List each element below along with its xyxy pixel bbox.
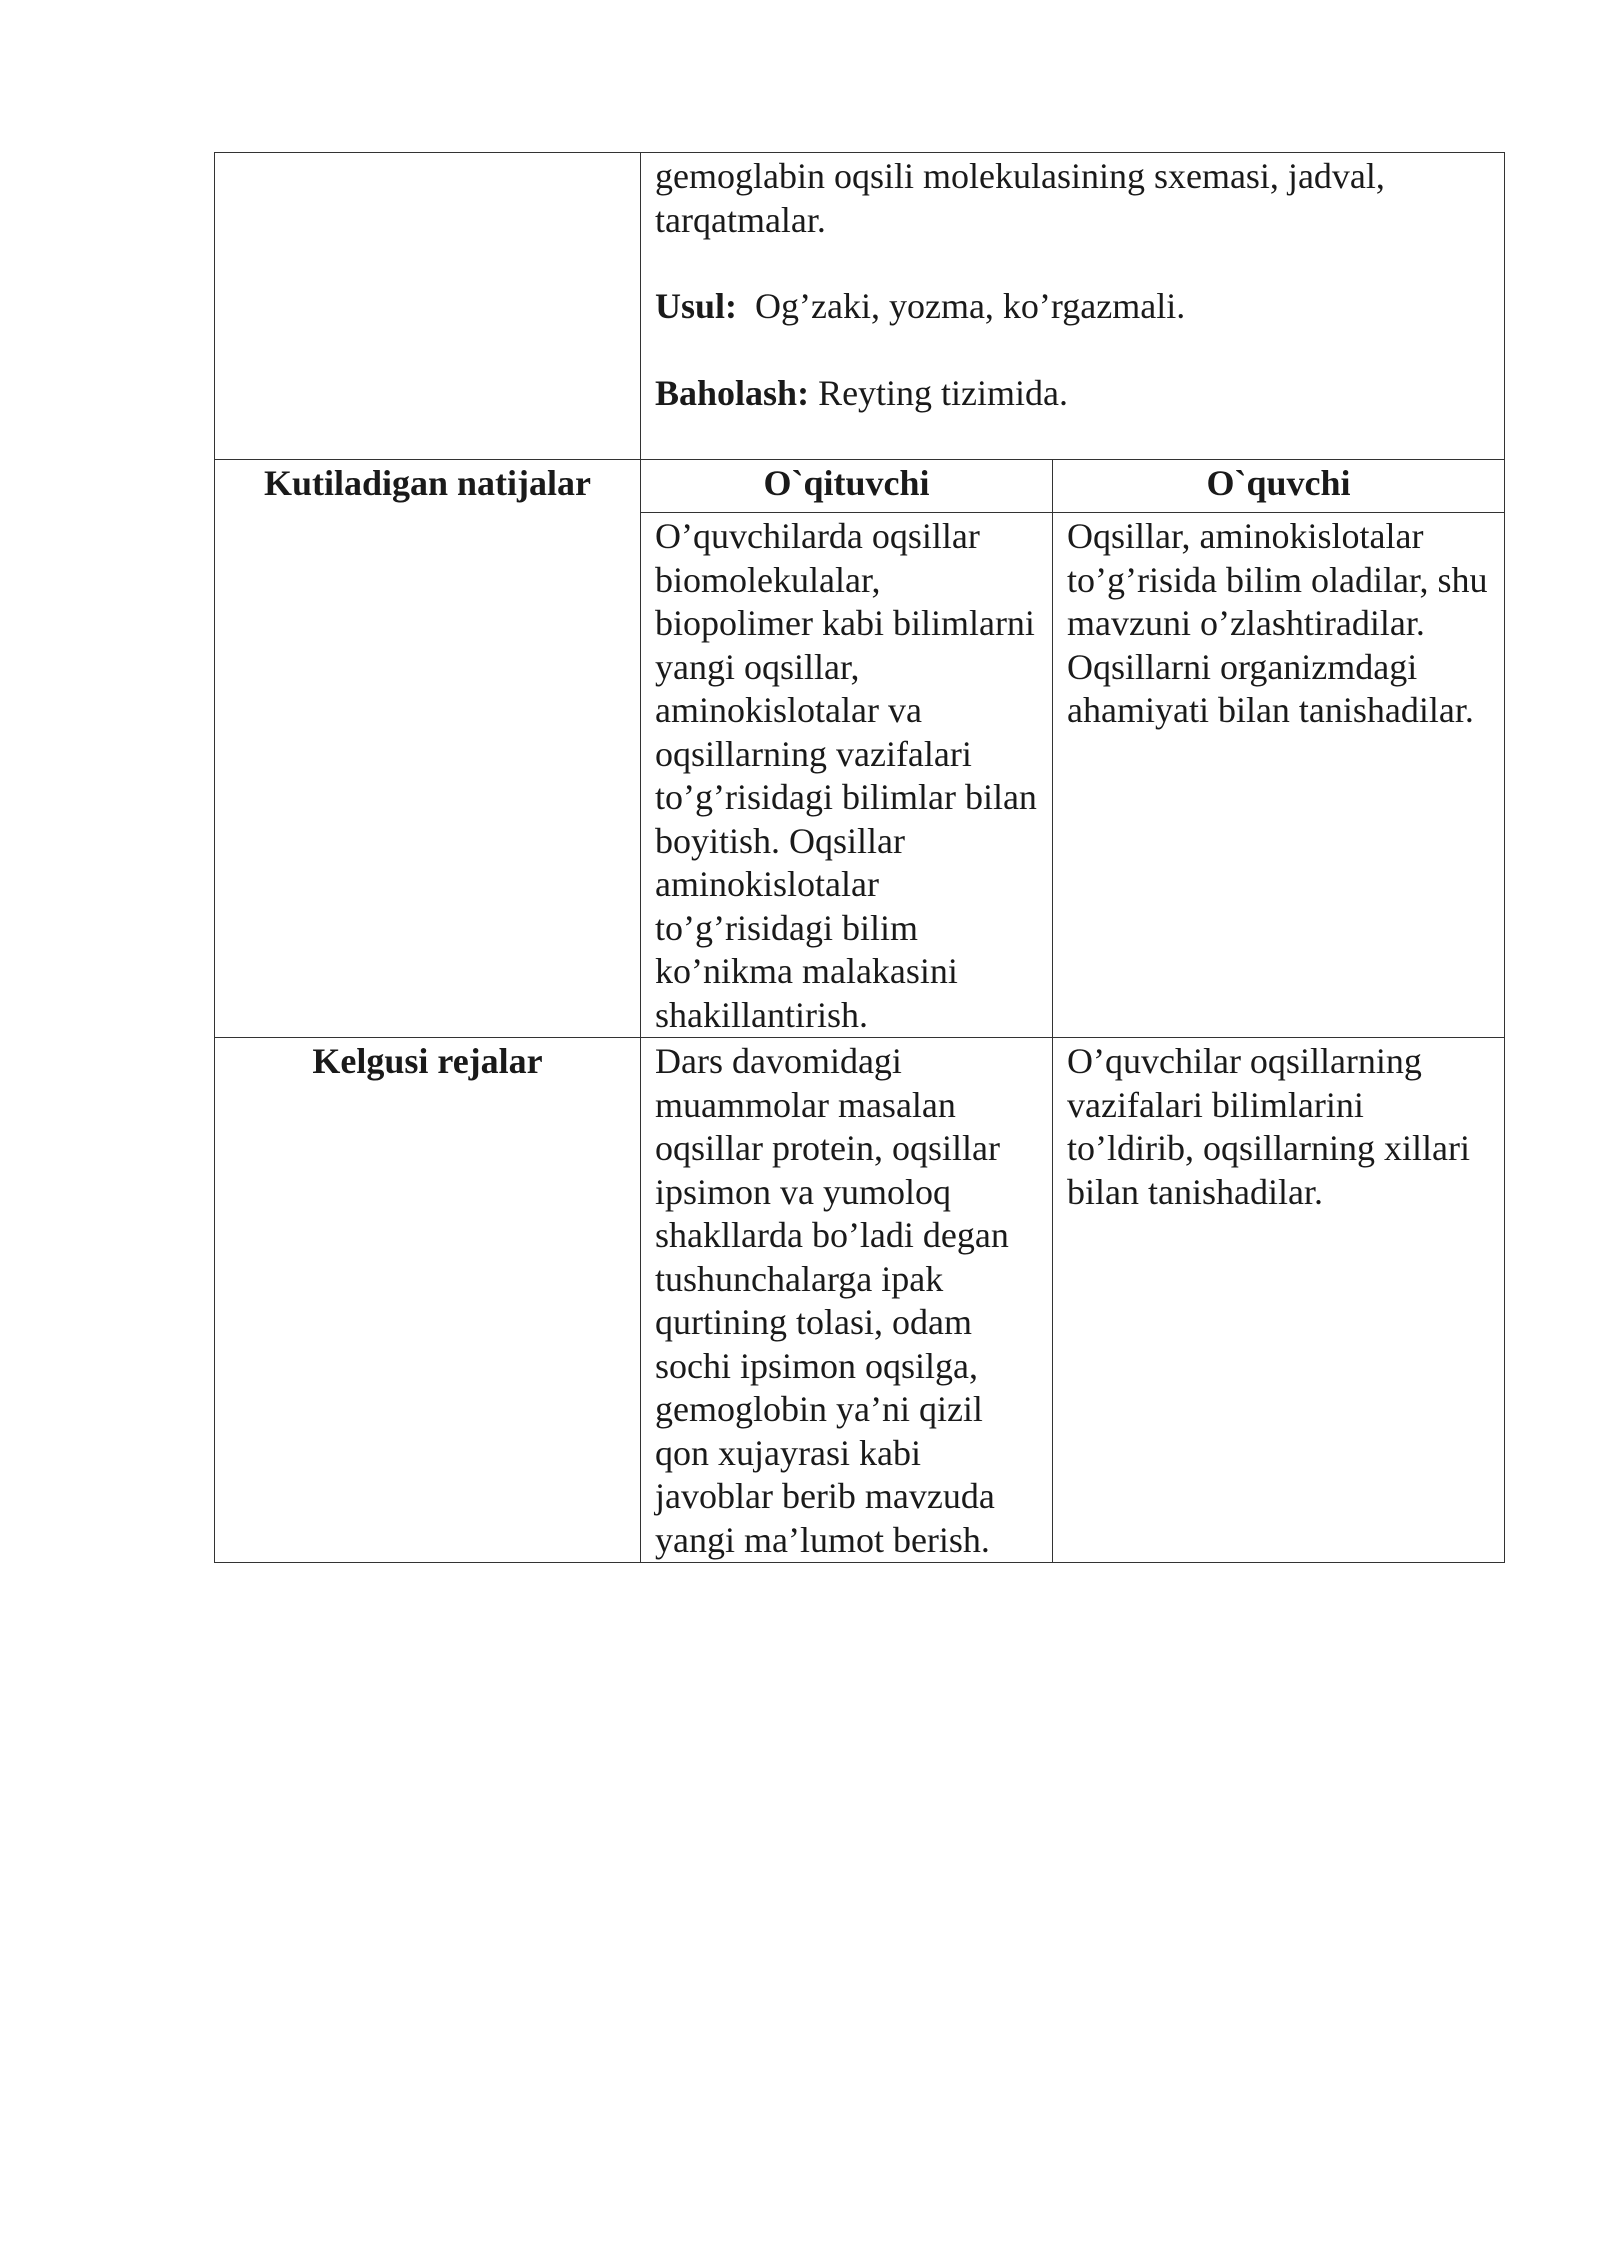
usul-value: Og’zaki, yozma, ko’rgazmali. (755, 286, 1186, 326)
results-student-text: Oqsillar, aminokislotalar to’g’risida bilim oladilar, shu mavzuni o’zlashtiradilar. Oqsillarni organizmdagi ahamiyati bilan tanishadilar. (1053, 513, 1505, 1038)
plans-label: Kelgusi rejalar (215, 1038, 641, 1563)
usul-label: Usul: (655, 286, 738, 326)
methods-cell (641, 153, 1505, 460)
plans-teacher-text: Dars davomidagi muammolar masalan oqsillar protein, oqsillar ipsimon va yumoloq shakllarda bo’ladi degan tushunchalarga ipak qurtining tolasi, odam sochi ipsimon oqsilga, gemoglobin ya’ni qizil qon xujayrasi kabi javoblar berib mavzuda yangi ma’lumot berish. (641, 1038, 1053, 1563)
table-row-methods (215, 153, 1505, 460)
header-student: O`quvchi (1053, 460, 1505, 513)
usul-line (655, 285, 1490, 329)
baholash-line (655, 372, 1490, 416)
lesson-plan-table (214, 152, 1505, 1563)
baholash-value: Reyting tizimida. (818, 372, 1069, 413)
materials-text: gemoglabin oqsili molekulasining sxemasi, jadval, tarqatmalar. (655, 156, 1385, 240)
header-teacher: O`qituvchi (641, 460, 1053, 513)
table-row-results-header (215, 460, 1505, 513)
results-teacher-text: O’quvchilarda oqsillar biomolekulalar, biopolimer kabi bilimlarni yangi oqsillar, aminokislotalar va oqsillarning vazifalari to’g’risidagi bilimlar bilan boyitish. Oqsillar aminokislotalar to’g’risidagi bilim ko’nikma malakasini shakillantirish. (641, 513, 1053, 1038)
results-label: Kutiladigan natijalar (215, 460, 641, 1038)
empty-label-cell (215, 153, 641, 460)
table-row-plans (215, 1038, 1505, 1563)
plans-student-text: O’quvchilar oqsillarning vazifalari bilimlarini to’ldirib, oqsillarning xillari bilan tanishadilar. (1053, 1038, 1505, 1563)
baholash-label: Baholash: (655, 372, 810, 413)
